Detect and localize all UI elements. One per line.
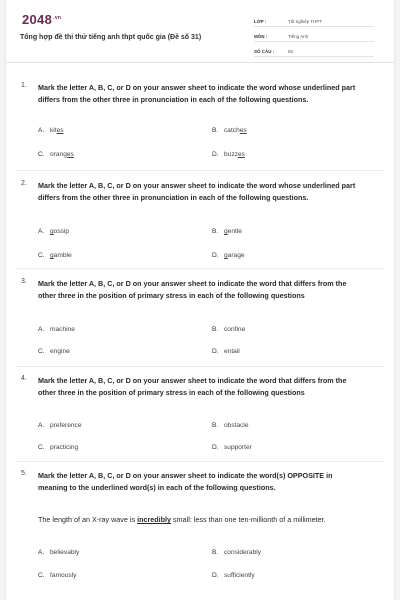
meta-row-subject <box>254 28 374 42</box>
option-c[interactable]: C. gamble <box>38 252 72 259</box>
meta-value: 50 <box>288 49 294 54</box>
option-c[interactable]: C. engine <box>38 348 70 355</box>
option-d[interactable]: D. supporter <box>212 444 252 451</box>
option-a[interactable]: A. gossip <box>38 228 70 235</box>
page-header <box>6 0 394 62</box>
exam-page <box>6 0 394 600</box>
meta-label: SỐ CÂU : <box>254 49 275 54</box>
question-number: 2. <box>21 180 27 187</box>
underlined-part: g <box>224 252 228 259</box>
question-number: 5. <box>21 470 27 477</box>
underlined-part: es <box>237 151 245 158</box>
meta-value: Tốt nghiệp THPT <box>288 19 323 24</box>
option-a[interactable]: A. preference <box>38 422 82 429</box>
question-prompt: Mark the letter A, B, C, or D on your answer sheet to indicate the word that differs from the other three in the position of primary stress in each of the following questions <box>38 279 347 300</box>
question-prompt: Mark the letter A, B, C, or D on your answer sheet to indicate the word whose underlined part differs from the other three in pronunciation in each of the following questions. <box>38 181 356 202</box>
option-d[interactable]: D. buzzes <box>212 151 245 158</box>
question-divider <box>16 170 384 171</box>
question-number: 3. <box>21 278 27 285</box>
option-d[interactable]: D. entail <box>212 348 240 355</box>
option-b[interactable]: B. obstacle <box>212 422 249 429</box>
question-divider <box>16 268 384 269</box>
question-number: 1. <box>21 82 27 89</box>
option-a[interactable]: A. kites <box>38 127 64 134</box>
header-divider <box>6 62 394 63</box>
option-a[interactable]: A. believably <box>38 549 80 556</box>
option-c[interactable]: C. oranges <box>38 151 74 158</box>
meta-value: Tiếng Anh <box>288 34 309 39</box>
question-divider <box>16 366 384 367</box>
meta-row-count <box>254 43 374 57</box>
exam-meta <box>254 13 374 58</box>
underlined-part: es <box>239 127 247 134</box>
underlined-part: g <box>50 252 54 259</box>
question-divider <box>16 461 384 462</box>
question-prompt: Mark the letter A, B, C, or D on your answer sheet to indicate the word whose underlined part differs from the other three in pronunciation in each of the following questions. <box>38 83 356 104</box>
underlined-part: es <box>66 151 74 158</box>
underlined-part: g <box>224 228 228 235</box>
meta-row-class <box>254 13 374 27</box>
underlined-word: incredibly <box>137 515 172 524</box>
meta-label: MÔN : <box>254 34 268 39</box>
meta-label: LỚP : <box>254 19 267 24</box>
option-b[interactable]: B. considerably <box>212 549 262 556</box>
question-stem: The length of an X-ray wave is incredibly small: less than one ten-millionth of a millimeter. <box>38 515 326 524</box>
option-c[interactable]: C. famously <box>38 572 77 579</box>
question-prompt: Mark the letter A, B, C, or D on your answer sheet to indicate the word that differs from the other three in the position of primary stress in each of the following questions <box>38 376 347 397</box>
question-number: 4. <box>21 375 27 382</box>
site-logo[interactable]: $2048^{.vn}$ <box>22 12 62 27</box>
question-prompt: Mark the letter A, B, C, or D on your answer sheet to indicate the word(s) OPPOSITE in meaning to the underlined word(s) in each of the following questions. <box>38 471 333 492</box>
option-b[interactable]: B. confine <box>212 326 246 333</box>
underlined-part: es <box>56 127 64 134</box>
option-d[interactable]: D. sufficiently <box>212 572 255 579</box>
exam-title: Tổng hợp đề thi thử tiếng anh thpt quốc gia (Đề số 31) <box>20 34 202 41</box>
option-a[interactable]: A. machine <box>38 326 75 333</box>
underlined-part: g <box>50 228 54 235</box>
option-b[interactable]: B. catches <box>212 127 247 134</box>
option-d[interactable]: D. garage <box>212 252 245 259</box>
option-b[interactable]: B. gentle <box>212 228 242 235</box>
option-c[interactable]: C. practicing <box>38 444 79 451</box>
